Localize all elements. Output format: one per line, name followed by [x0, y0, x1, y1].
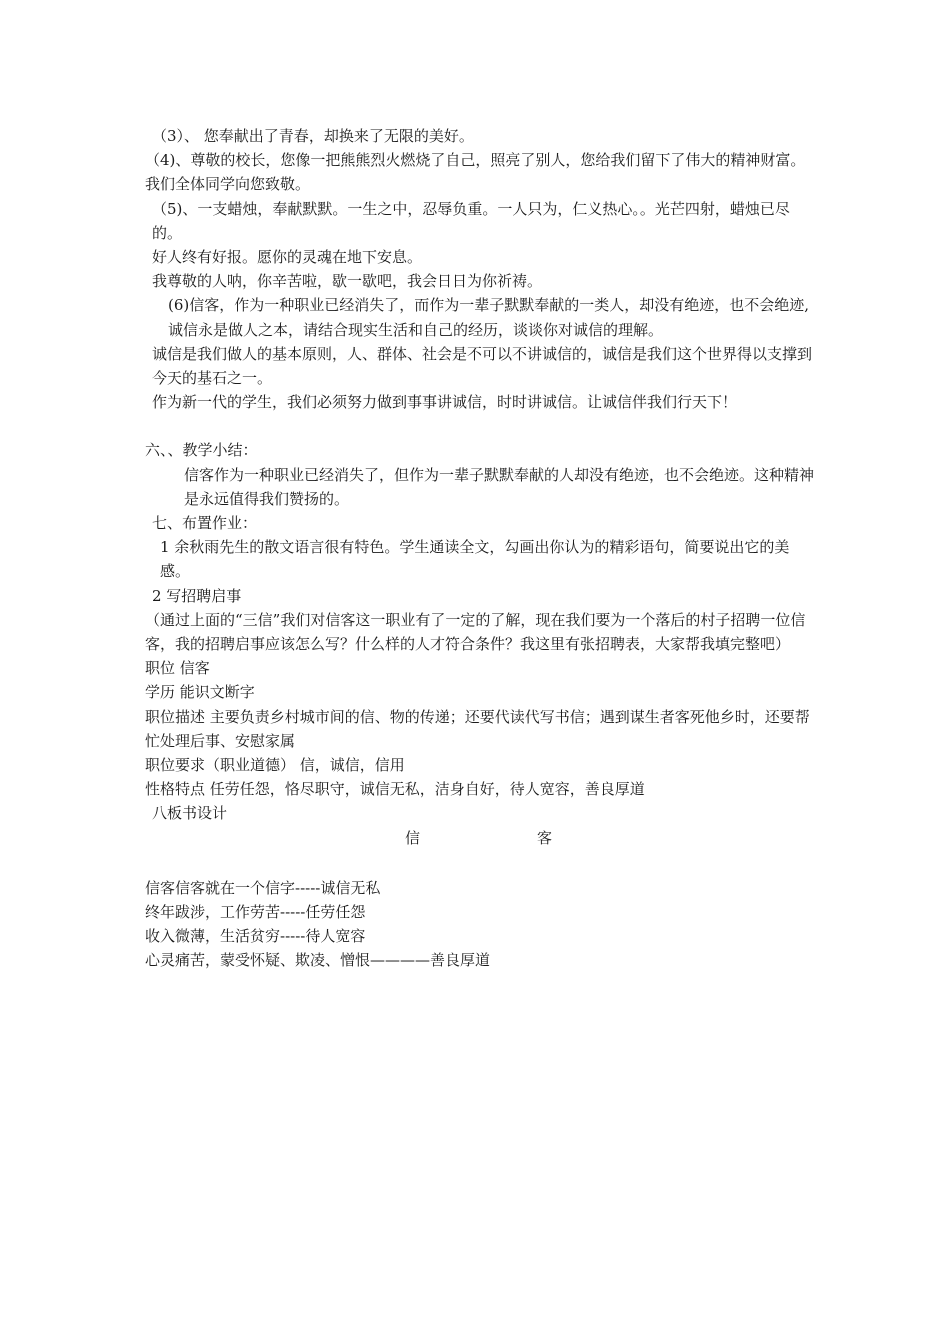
board-row: 心灵痛苦，蒙受怀疑、欺凌、憎恨————善良厚道 — [145, 951, 491, 970]
board-row: 终年跋涉，工作劳苦-----任劳任怨 — [145, 902, 366, 921]
recruitment-intro: （通过上面的“三信”我们对信客这一职业有了一定的了解，现在我们要为一个落后的村子招聘一位信客，我的招聘启事应该怎么写？什么样的人才符合条件？我这里有张招聘表，大家帮我填完整吧） — [145, 610, 806, 654]
recruitment-field-position: 职位 信客 — [145, 659, 210, 678]
board-row: 信客信客就在一个信字-----诚信无私 — [145, 878, 381, 897]
board-row: 收入微薄，生活贫穷-----待人宽容 — [145, 927, 366, 946]
blank-line — [145, 414, 817, 438]
answer-6-paragraph-1: 诚信是我们做人的基本原则，人、群体、社会是不可以不讲诚信的，诚信是我们这个世界得以支撑到今天的基石之一。 — [152, 344, 813, 388]
answer-3: （3）、 您奉献出了青春，却换来了无限的美好。 — [152, 127, 474, 145]
board-title-right: 客 — [537, 828, 553, 847]
recruitment-field-requirements: 职位要求（职业道德） 信，诚信，信用 — [145, 756, 405, 775]
recruitment-field-description: 职位描述 主要负责乡村城市间的信、物的传递；还要代读代写书信；遇到谋生者客死他乡时，还要帮忙处理后事、安慰家属 — [145, 707, 810, 750]
document-body — [145, 124, 817, 973]
section-8-heading: 八板书设计 — [152, 804, 228, 823]
board-title-left: 信 — [405, 828, 421, 847]
answer-4: （4)、尊敬的校长，您像一把熊熊烈火燃烧了自己，照亮了别人，您给我们留下了伟大的精神财富。我们全体同学向您致敬。 — [145, 151, 806, 194]
recruitment-field-personality: 性格特点 任劳任怨，恪尽职守，诚信无私，洁身自好，待人宽容，善良厚道 — [145, 780, 645, 799]
section-6-heading: 六、、教学小结： — [145, 441, 258, 460]
homework-item-2: 2 写招聘启事 — [152, 586, 242, 605]
answer-6-paragraph-2: 作为新一代的学生，我们必须努力做到事事讲诚信，时时讲诚信。让诚信伴我们行天下！ — [152, 393, 738, 412]
board-title — [145, 826, 817, 852]
blank-line — [145, 852, 817, 876]
question-6: (6)信客，作为一种职业已经消失了，而作为一辈子默默奉献的一类人，却没有绝迹，也不会绝迹,诚信永是做人之本，请结合现实生活和自己的经历，谈谈你对诚信的理解。 — [168, 296, 810, 339]
answer-5-line-2: 好人终有好报。愿你的灵魂在地下安息。 — [152, 248, 423, 267]
section-6-summary: 信客作为一种职业已经消失了，但作为一辈子默默奉献的人却没有绝迹，也不会绝迹。这种精神是永远值得我们赞扬的。 — [184, 465, 815, 508]
recruitment-field-education: 学历 能识文断字 — [145, 683, 255, 702]
homework-item-1: 1 余秋雨先生的散文语言很有特色。学生通读全文，勾画出你认为的精彩语句，简要说出它的美感。 — [160, 538, 790, 581]
section-7-heading: 七、布置作业： — [152, 514, 258, 533]
answer-5-line-3: 我尊敬的人呐，你辛苦啦，歇一歇吧，我会日日为你祈祷。 — [152, 272, 543, 291]
answer-5: （5)、一支蜡烛，奉献默默。一生之中，忍辱负重。一人只为，仁义热心。。光芒四射，蜡烛已尽的。 — [152, 199, 790, 242]
